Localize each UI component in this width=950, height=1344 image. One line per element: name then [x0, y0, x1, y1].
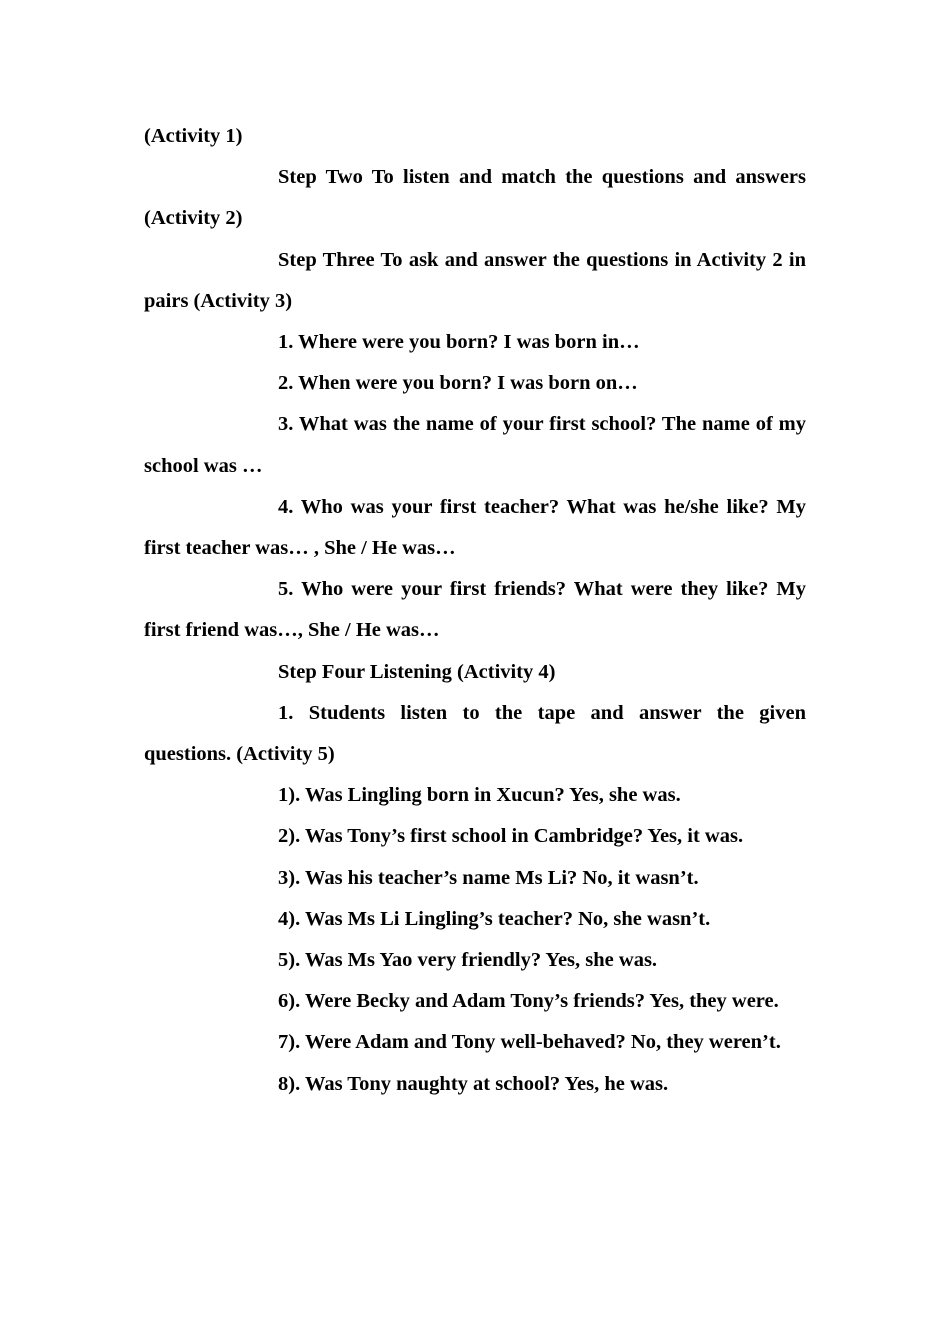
document-page: [144, 116, 806, 1105]
answer-item-2: 2). Was Tony’s first school in Cambridge? Yes, it was.: [278, 825, 744, 848]
answer-item-8: 8). Was Tony naughty at school? Yes, he was.: [278, 1072, 669, 1095]
answer-item-4: 4). Was Ms Li Lingling’s teacher? No, she wasn’t.: [278, 907, 711, 930]
paragraph-step-four: Step Four Listening (Activity 4): [278, 660, 556, 683]
answer-item-1: 1). Was Lingling born in Xucun? Yes, she was.: [278, 784, 681, 807]
answer-item-3: 3). Was his teacher’s name Ms Li? No, it wasn’t.: [278, 866, 699, 889]
question-first-teacher: 4. Who was your first teacher? What was he/she like? My first teacher was… , She / He was…: [144, 495, 806, 560]
answer-item-5: 5). Was Ms Yao very friendly? Yes, she was.: [278, 949, 658, 972]
paragraph-step-two: Step Two To listen and match the questions and answers (Activity 2): [144, 166, 806, 230]
answer-item-7: 7). Were Adam and Tony well-behaved? No, they weren’t.: [278, 1031, 781, 1054]
answer-item-6: 6). Were Becky and Adam Tony’s friends? Yes, they were.: [278, 990, 779, 1013]
question-first-friends: 5. Who were your first friends? What were they like? My first friend was…, She / He was…: [144, 578, 806, 642]
paragraph-listen-instruction: 1. Students listen to the tape and answer the given questions. (Activity 5): [144, 701, 806, 766]
question-when-born: 2. When were you born? I was born on…: [278, 372, 638, 395]
paragraph-activity-1: (Activity 1): [144, 125, 243, 147]
question-first-school: 3. What was the name of your first school? The name of my school was …: [144, 413, 806, 477]
question-where-born: 1. Where were you born? I was born in…: [278, 331, 640, 354]
paragraph-step-three: Step Three To ask and answer the questions in Activity 2 in pairs (Activity 3): [144, 248, 806, 312]
